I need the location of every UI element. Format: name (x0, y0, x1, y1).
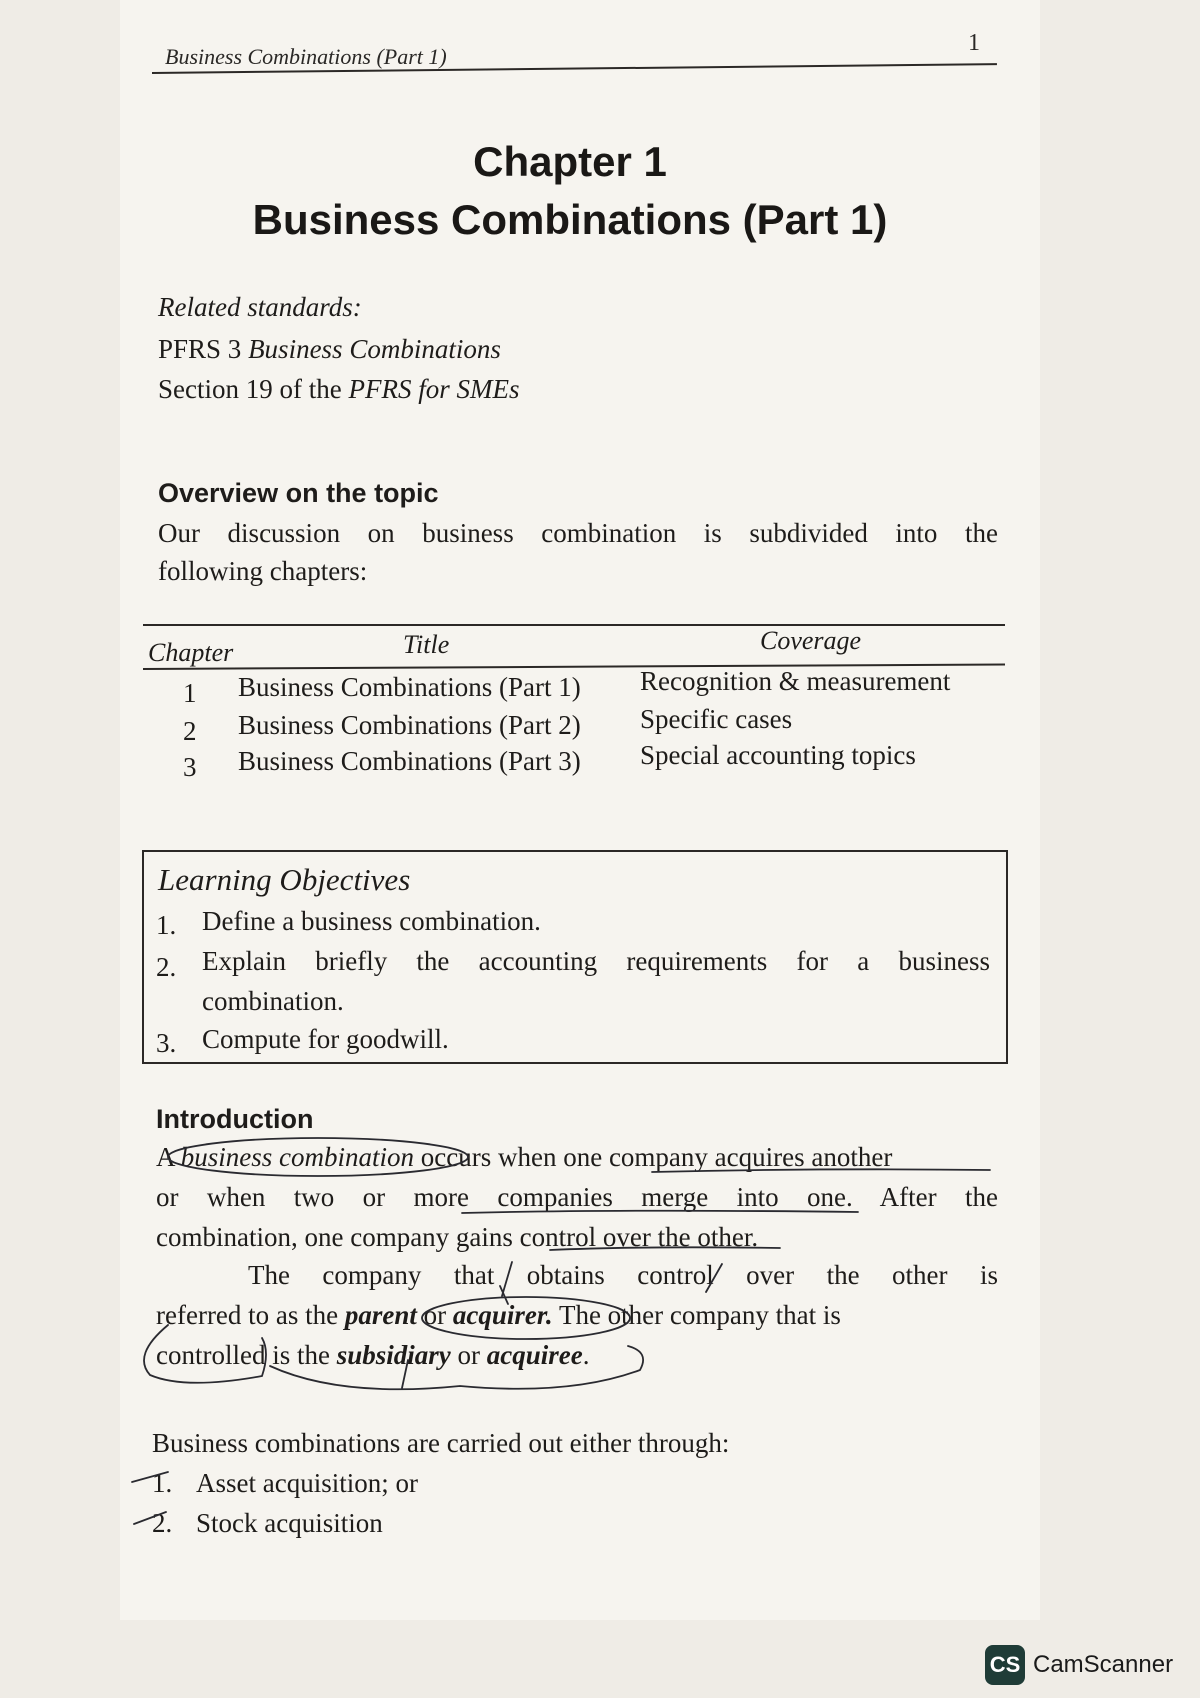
standard-prefix: Section 19 of the (158, 374, 349, 404)
objective-number: 3. (156, 1028, 177, 1058)
term-parent: parent (344, 1300, 417, 1330)
intro-text: . (582, 1340, 590, 1370)
overview-heading: Overview on the topic (158, 478, 439, 508)
intro-text: referred to as the (156, 1300, 345, 1330)
intro-text (156, 1142, 892, 1173)
chapter-title: Business Combinations (Part 1) (252, 196, 888, 243)
camscanner-logo-icon: CS (985, 1645, 1025, 1685)
standard-title: Business Combinations (248, 334, 501, 364)
introduction-heading: Introduction (156, 1104, 314, 1134)
method-text: Stock acquisition (196, 1508, 383, 1538)
table-top-rule (143, 624, 1005, 626)
method-text: Asset acquisition; or (196, 1468, 418, 1498)
chapter-label: Chapter 1 (473, 138, 667, 185)
table-cell-num: 2 (183, 716, 197, 746)
intro-text: or (450, 1340, 487, 1370)
overview-line-1: Our discussion on business combination is subdivided into the (158, 518, 998, 548)
standard-prefix: PFRS 3 (158, 334, 249, 364)
intro-article: A (156, 1142, 181, 1172)
term-subsidiary: subsidiary (336, 1340, 451, 1370)
objective-text: Compute for goodwill. (202, 1024, 449, 1054)
intro-text-rest: occurs when one company acquires another (414, 1142, 893, 1172)
term-acquiree: acquiree (486, 1340, 583, 1370)
related-standard-pfrs3 (158, 334, 501, 365)
method-number: 1. (152, 1468, 173, 1498)
intro-text: controlled is the (156, 1340, 337, 1370)
running-header: Business Combinations (Part 1) (165, 44, 447, 69)
table-cell-coverage: Specific cases (640, 704, 793, 734)
objective-text: Explain briefly the accounting requirements for a business (202, 946, 990, 976)
learning-objectives-title: Learning Objectives (158, 862, 411, 897)
objective-text-continued: combination. (202, 986, 344, 1016)
intro-p2-line-2 (156, 1300, 841, 1331)
objective-number: 2. (156, 952, 177, 982)
objective-text: Define a business combination. (202, 906, 541, 936)
intro-line-2: or when two or more companies merge into one. After the (156, 1182, 998, 1212)
standard-title: PFRS for SMEs (348, 374, 520, 404)
camscanner-watermark (985, 1645, 1173, 1685)
table-cell-title: Business Combinations (Part 2) (238, 710, 581, 740)
related-standards-heading: Related standards: (158, 292, 362, 322)
intro-p2-line-1: The company that obtains control over the other is (248, 1260, 998, 1290)
table-cell-num: 1 (183, 678, 197, 708)
term-acquirer: acquirer. (452, 1300, 553, 1330)
intro-text: The other company that is (552, 1300, 841, 1330)
methods-lead: Business combinations are carried out either through: (152, 1428, 730, 1458)
intro-text: or (416, 1300, 453, 1330)
page-number: 1 (968, 30, 980, 56)
table-header-coverage: Coverage (760, 626, 862, 655)
table-cell-coverage: Special accounting topics (640, 740, 916, 770)
intro-line-1 (156, 1142, 998, 1173)
table-header-title: Title (403, 630, 450, 659)
table-cell-coverage: Recognition & measurement (640, 666, 951, 696)
intro-p2-line-3 (156, 1340, 589, 1371)
table-cell-num: 3 (183, 752, 197, 782)
related-standard-smes (158, 374, 519, 405)
table-cell-title: Business Combinations (Part 3) (238, 746, 581, 776)
term-business-combination: business combination (180, 1142, 415, 1172)
method-number: 2. (152, 1508, 173, 1538)
camscanner-brand: CamScanner (1033, 1651, 1174, 1678)
table-header-chapter: Chapter (148, 638, 234, 667)
objective-number: 1. (156, 910, 177, 940)
table-cell-title: Business Combinations (Part 1) (238, 672, 581, 702)
intro-line-3: combination, one company gains control over the other. (156, 1222, 759, 1252)
overview-line-2: following chapters: (158, 556, 368, 586)
